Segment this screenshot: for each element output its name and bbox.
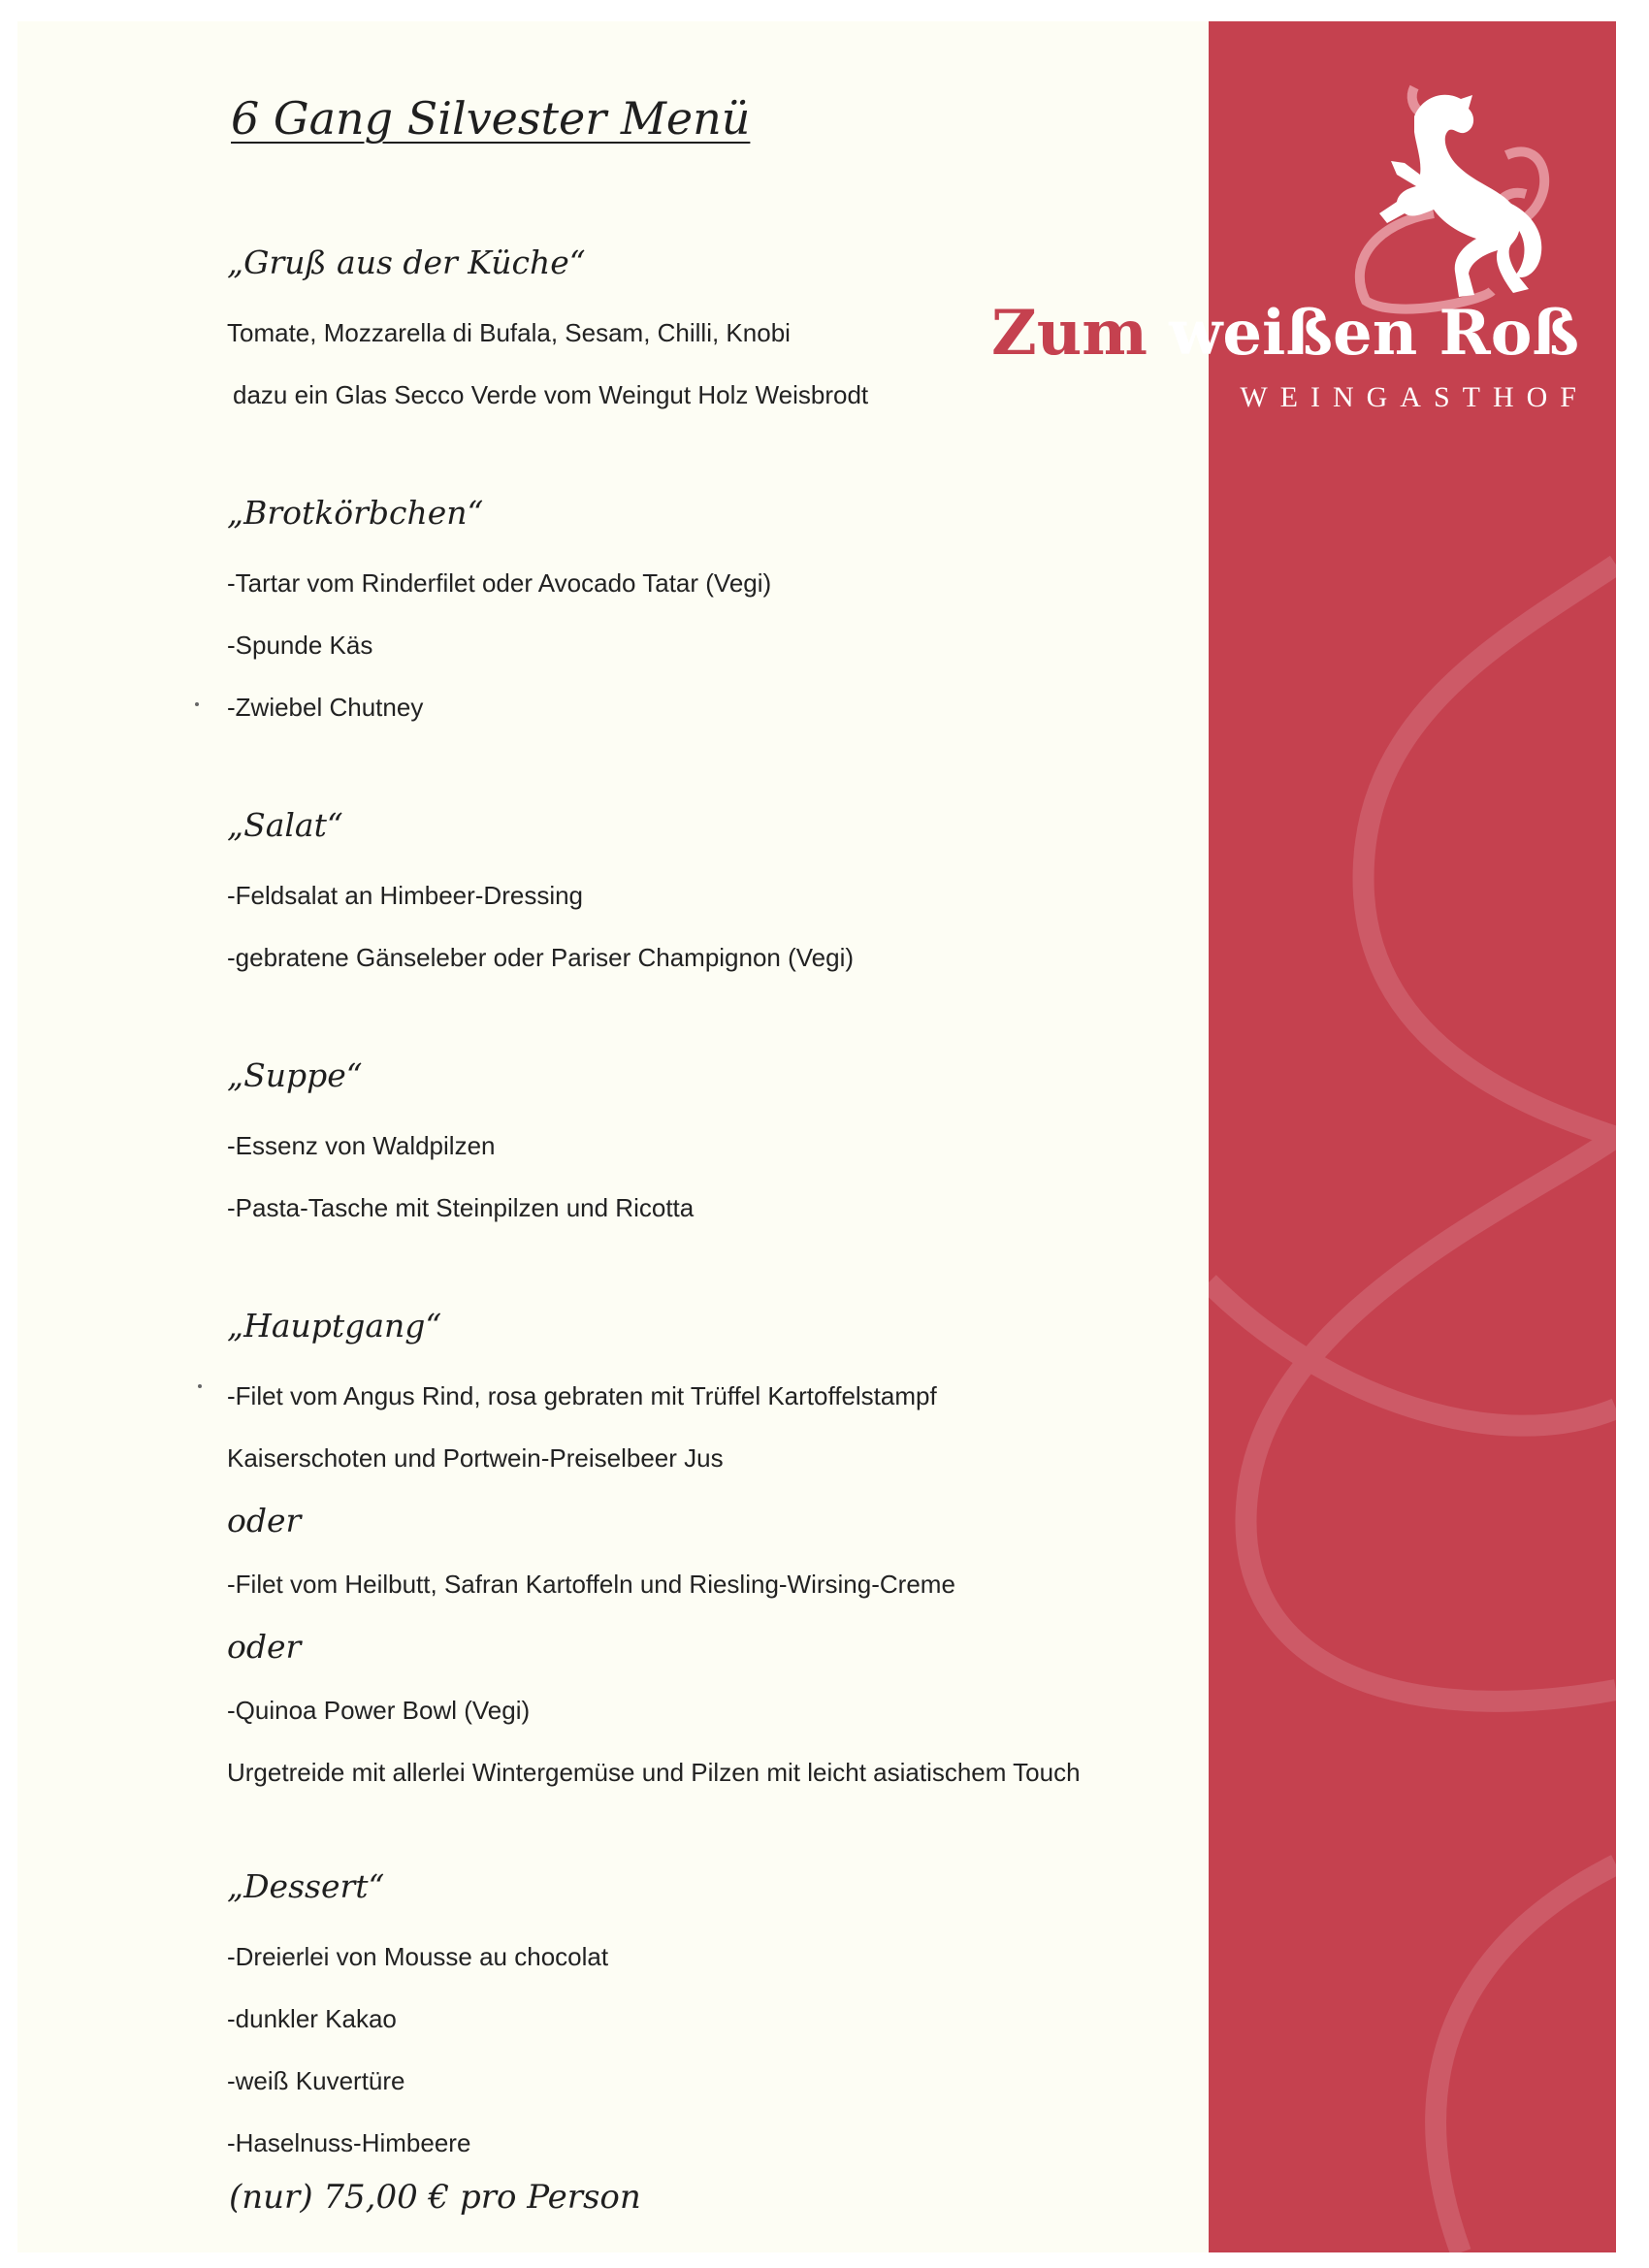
- rearing-horse-icon: [1269, 68, 1589, 330]
- dish-line: -Pasta-Tasche mit Steinpilzen und Ricotta: [227, 1193, 695, 1222]
- dish-line: -weiß Kuvertüre: [227, 2066, 405, 2095]
- dish-line: -Quinoa Power Bowl (Vegi): [227, 1696, 531, 1725]
- dish-line: -Haselnuss-Himbeere: [227, 2128, 471, 2157]
- dish-line: -dunkler Kakao: [227, 2004, 397, 2033]
- scan-speck: [198, 1384, 202, 1388]
- course-suppe: [227, 1053, 1197, 1239]
- dish-line: -Filet vom Angus Rind, rosa gebraten mit Trüffel Kartoffelstampf: [227, 1381, 937, 1410]
- course-salat: [227, 803, 1197, 988]
- course-heading: „Hauptgang“: [227, 1307, 442, 1345]
- oder-separator: oder: [227, 1502, 302, 1539]
- dish-line: Kaiserschoten und Portwein-Preiselbeer Jus: [227, 1443, 724, 1473]
- dish-line: Urgetreide mit allerlei Wintergemüse und Pilzen mit leicht asiatischem Touch: [227, 1758, 1081, 1787]
- price-line: (nur) 75,00 € pro Person: [229, 2178, 641, 2217]
- course-hauptgang: [227, 1304, 1197, 1803]
- oder-separator: oder: [227, 1628, 302, 1666]
- course-heading: „Suppe“: [227, 1056, 363, 1094]
- dish-line: -Zwiebel Chutney: [227, 693, 424, 722]
- course-heading: „Brotkörbchen“: [227, 494, 484, 532]
- dish-line: -Filet vom Heilbutt, Safran Kartoffeln und Riesling-Wirsing-Creme: [227, 1570, 955, 1599]
- dish-line: -Feldsalat an Himbeer-Dressing: [227, 881, 584, 910]
- dish-line: -gebratene Gänseleber oder Pariser Champignon (Vegi): [227, 943, 855, 972]
- course-heading: „Dessert“: [227, 1867, 385, 1905]
- menu-page: [17, 21, 1616, 2252]
- course-dessert: [227, 1864, 1197, 2174]
- dish-line: -Essenz von Waldpilzen: [227, 1131, 496, 1160]
- course-heading: „Gruß aus der Küche“: [227, 243, 586, 281]
- dish-line: Tomate, Mozzarella di Bufala, Sesam, Chilli, Knobi: [227, 318, 791, 347]
- dish-line: -Dreierlei von Mousse au chocolat: [227, 1942, 609, 1971]
- menu-title: 6 Gang Silvester Menü: [231, 92, 751, 145]
- scan-speck: [195, 702, 199, 706]
- restaurant-name-part-rest: weißen Roß: [1147, 297, 1579, 370]
- dish-line: dazu ein Glas Secco Verde vom Weingut Holz Weisbrodt: [233, 380, 869, 409]
- restaurant-subtitle: WEINGASTHOF: [1240, 381, 1589, 413]
- course-heading: „Salat“: [227, 806, 343, 844]
- dish-line: -Tartar vom Rinderfilet oder Avocado Tatar (Vegi): [227, 568, 772, 598]
- restaurant-name-part-zum: Zum: [990, 297, 1148, 370]
- dish-line: -Spunde Käs: [227, 631, 373, 660]
- course-brotkoerbchen: [227, 491, 1197, 738]
- restaurant-name: [991, 295, 1579, 373]
